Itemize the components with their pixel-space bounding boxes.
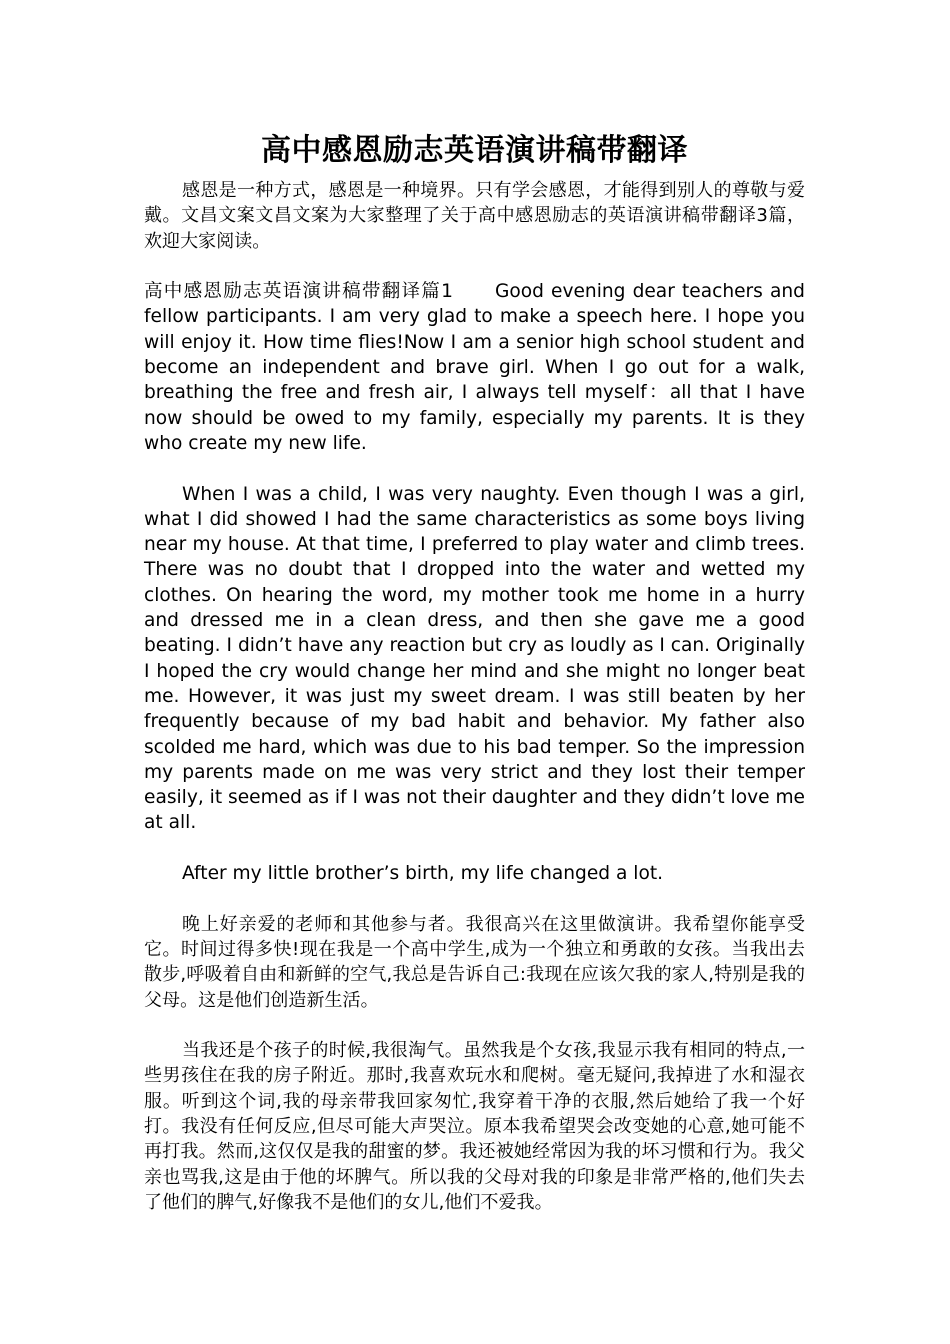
paragraph-gap [144,456,805,481]
section-heading: 高中感恩励志英语演讲稿带翻译篇1 [144,281,453,303]
english-paragraph-3: After my little brother’s birth, my life changed a lot. [182,863,664,885]
document-title: 高中感恩励志英语演讲稿带翻译 [261,133,688,168]
intro-paragraph: 感恩是一种方式，感恩是一种境界。只有学会感恩，才能得到别人的尊敬与爱戴。文昌文案文昌文案为大家整理了关于高中感恩励志的英语演讲稿带翻译3篇，欢迎大家阅读。 [144,180,805,252]
paragraph-gap [144,836,805,861]
english-paragraph-2: When I was a child, I was very naughty. Even though I was a girl, what I did showed I had the same characteristics as some boys living near my house. At that time, I preferred to play water and climb trees. There was no doubt that I dropped into the water and wetted my clothes. On hearing the word, my mother took me home in a hurry and dressed me in a clean dress, and then she gave me a good beating. I didn’t have any reaction but cry as loudly as I can. Originally I hoped the cry would change her mind and she might no longer beat me. However, it was just my sweet dream. I was still beaten by her frequently because of my bad habit and behavior. My father also scolded me hard, which was due to his bad temper. So the impression my parents made on me was very strict and they lost their temper easily, it seemed as if I was not their daughter and they didn’t love me at all. [144,483,805,834]
paragraph-gap [144,886,805,911]
document-page [144,128,805,1215]
paragraph-gap [144,254,805,279]
english-paragraph-1-text: Good evening dear teachers and fellow participants. I am very glad to make a speech here. I hope you will enjoy it. How time flies!Now I am a senior high school student and become an independent and brave girl. When I go out for a walk, breathing the free and fresh air, I always tell myself：all that I have now should be owed to my family, especially my parents. It is they who create my new life. [144,281,805,454]
paragraph-gap [144,1013,805,1038]
chinese-paragraph-1: 晚上好亲爱的老师和其他参与者。我很高兴在这里做演讲。我希望你能享受它。时间过得多快!现在我是一个高中学生,成为一个独立和勇敢的女孩。当我出去散步,呼吸着自由和新鲜的空气,我总是告诉自己:我现在应该欠我的家人,特别是我的父母。这是他们创造新生活。 [144,913,805,1011]
english-paragraph-1 [144,279,805,456]
chinese-paragraph-2: 当我还是个孩子的时候,我很淘气。虽然我是个女孩,我显示我有相同的特点,一些男孩住在我的房子附近。那时,我喜欢玩水和爬树。毫无疑问,我掉进了水和湿衣服。听到这个词,我的母亲带我回家匆忙,我穿着干净的衣服,然后她给了我一个好打。我没有任何反应,但尽可能大声哭泣。原本我希望哭会改变她的心意,她可能不再打我。然而,这仅仅是我的甜蜜的梦。我还被她经常因为我的坏习惯和行为。我父亲也骂我,这是由于他的坏脾气。所以我的父母对我的印象是非常严格的,他们失去了他们的脾气,好像我不是他们的女儿,他们不爱我。 [144,1040,805,1213]
